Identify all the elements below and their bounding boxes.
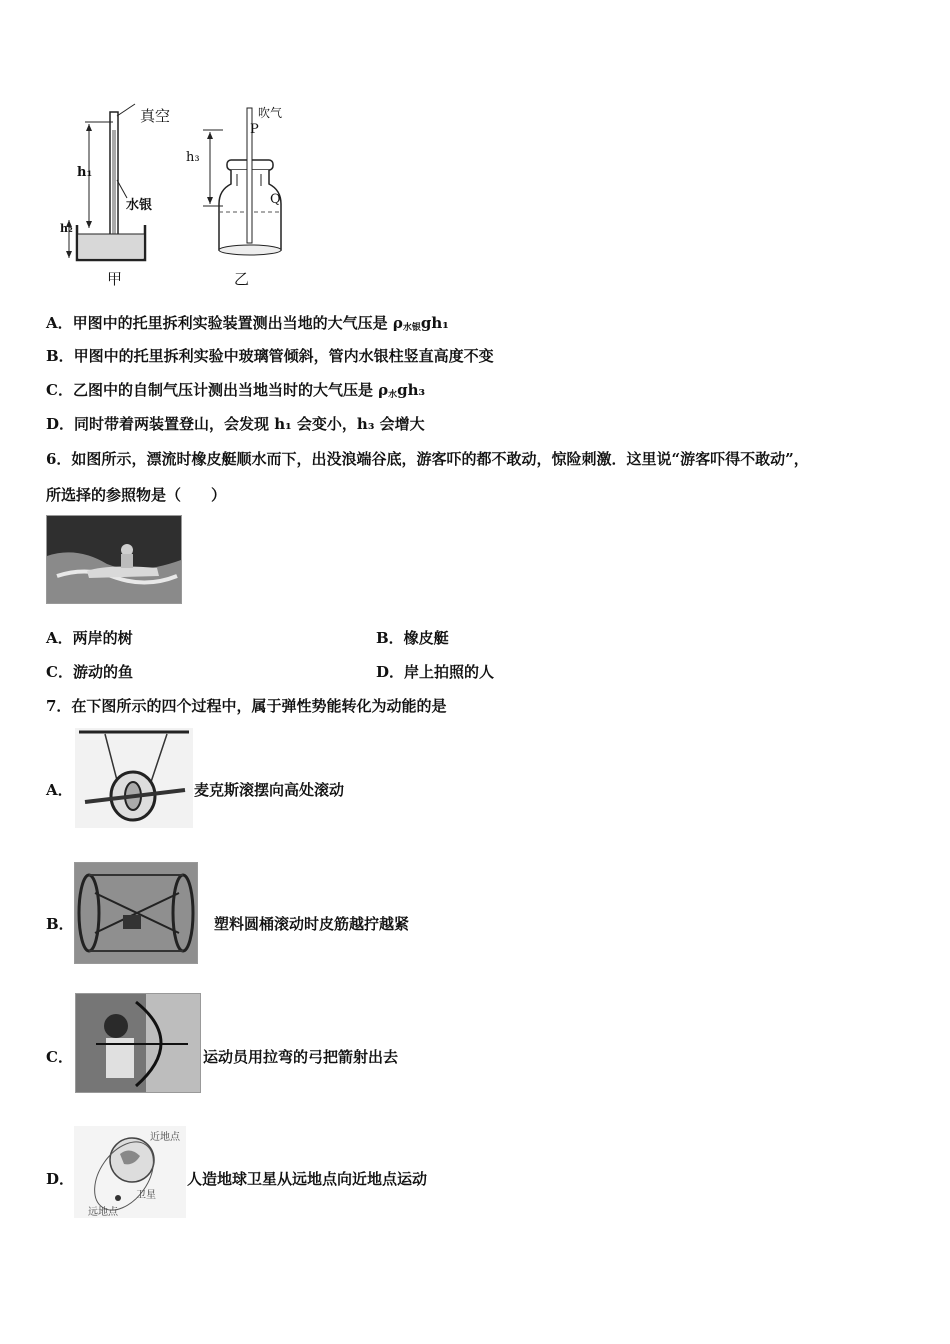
q6-option-a: A．两岸的树	[46, 629, 133, 647]
label-mercury: 水银	[126, 198, 153, 213]
maxwell-pendulum-image	[75, 728, 193, 828]
label-q: Q	[270, 192, 281, 207]
rafting-photo	[46, 515, 182, 604]
label-h3: h₃	[186, 150, 200, 165]
archer-image	[75, 993, 201, 1093]
label-far-point: 远地点	[88, 1207, 118, 1218]
q7-option-d-text: 人造地球卫星从远地点向近地点运动	[187, 1170, 428, 1188]
label-p: P	[250, 122, 259, 137]
q7-option-a-letter: A．	[46, 781, 73, 799]
q6-stem-line1: 6．如图所示，漂流时橡皮艇顺水而下，出没浪端谷底，游客吓的都不敢动，惊险刺激．这里说“游客吓得不敢动”，	[46, 450, 809, 468]
q6-stem-line2: 所选择的参照物是（ ）	[46, 486, 227, 504]
q6-option-b: B．橡皮艇	[376, 629, 449, 647]
rolling-can-image	[74, 862, 198, 964]
q5-option-a: A．甲图中的托里拆利实验装置测出当地的大气压是 $\rho_{水银}gh_1$	[46, 314, 449, 333]
q7-option-b-text: 塑料圆桶滚动时皮筋越拧越紧	[214, 915, 410, 933]
q5-option-b: B．甲图中的托里拆利实验中玻璃管倾斜，管内水银柱竖直高度不变	[46, 347, 494, 365]
q5-option-d: D．同时带着两装置登山，会发现 h₁ 会变小，h₃ 会增大	[46, 415, 425, 433]
label-yi: 乙	[234, 270, 250, 288]
q6-option-d: D．岸上拍照的人	[376, 663, 495, 681]
label-jia: 甲	[107, 270, 123, 288]
label-vacuum: 真空	[140, 107, 171, 125]
q7-option-a-text: 麦克斯滚摆向高处滚动	[194, 781, 345, 799]
q5-option-c: C．乙图中的自制气压计测出当地当时的大气压是 $\rho_水gh_3$	[46, 381, 426, 400]
q7-option-c-letter: C．	[46, 1048, 73, 1066]
label-satellite: 卫星	[136, 1190, 156, 1201]
label-near-point: 近地点	[150, 1132, 180, 1143]
label-h2: h₂	[60, 222, 73, 235]
q7-stem: 7．在下图所示的四个过程中，属于弹性势能转化为动能的是	[46, 697, 447, 715]
label-h1: h₁	[77, 165, 93, 180]
label-blow: 吹气	[258, 106, 283, 120]
q7-option-d-letter: D．	[46, 1170, 75, 1188]
q6-option-c: C．游动的鱼	[46, 663, 133, 681]
q7-option-c-text: 运动员用拉弯的弓把箭射出去	[203, 1048, 399, 1066]
q7-option-b-letter: B．	[46, 915, 74, 933]
